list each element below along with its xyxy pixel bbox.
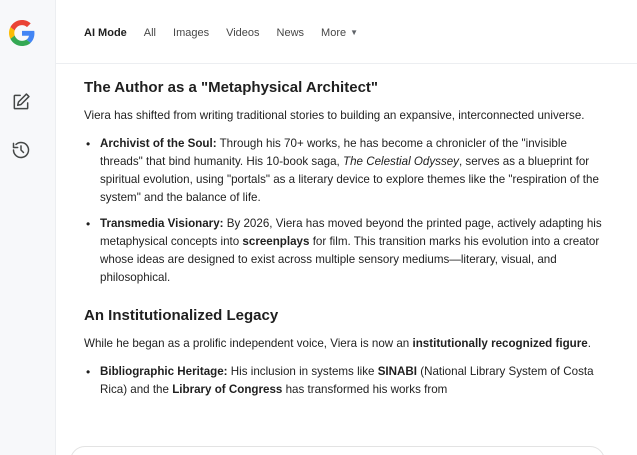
tab-ai-mode[interactable]: AI Mode bbox=[84, 27, 127, 39]
bullet-text: , serves as a blueprint for spiritual evolution, using "portals" as a literary device to explore themes like the "respiration of the system" and the balance of life. bbox=[100, 155, 599, 204]
bullet-emphasis: Library of Congress bbox=[172, 383, 283, 396]
history-icon[interactable] bbox=[11, 140, 31, 160]
bullet-title: Archivist of the Soul: bbox=[100, 137, 217, 150]
list-item bbox=[84, 215, 604, 287]
top-bar bbox=[56, 0, 637, 64]
search-tabs bbox=[84, 26, 375, 40]
answer-content bbox=[84, 64, 604, 399]
google-logo-icon[interactable] bbox=[9, 20, 35, 46]
tab-videos[interactable]: Videos bbox=[226, 27, 260, 39]
bullet-text: (National Library System of Costa Rica) and the bbox=[100, 365, 594, 396]
list-item bbox=[84, 363, 604, 399]
bullet-title: Bibliographic Heritage: bbox=[100, 365, 228, 378]
section-intro: Viera has shifted from writing traditional stories to building an expansive, interconnected universe. bbox=[84, 109, 585, 122]
bullet-text: His inclusion in systems like bbox=[227, 365, 378, 378]
tab-all[interactable]: All bbox=[143, 27, 157, 39]
bullet-text: has transformed his works from bbox=[282, 383, 448, 396]
bullet-text: Through his 70+ works, he has become a chronicler of the "invisible threads" that bind humanity. His 10-book saga, bbox=[100, 137, 567, 168]
section-heading-metaphysical-architect: The Author as a "Metaphysical Architect" bbox=[84, 79, 379, 96]
section-heading-institutionalized-legacy: An Institutionalized Legacy bbox=[84, 307, 279, 324]
caret-down-icon: ▼ bbox=[350, 28, 359, 37]
intro-emphasis: institutionally recognized figure bbox=[412, 337, 588, 350]
tab-images[interactable]: Images bbox=[173, 27, 210, 39]
bullet-list bbox=[84, 135, 604, 287]
left-rail bbox=[0, 0, 56, 455]
bullet-list bbox=[84, 363, 604, 399]
section-intro bbox=[84, 335, 604, 353]
tab-more-label: More bbox=[321, 27, 347, 39]
tab-more[interactable] bbox=[321, 26, 358, 40]
bullet-emphasis: screenplays bbox=[242, 235, 310, 248]
bullet-emphasis: SINABI bbox=[377, 365, 417, 378]
intro-text: While he began as a prolific independent voice, Viera is now an bbox=[84, 337, 413, 350]
bullet-text: By 2026, Viera has moved beyond the printed page, actively adapting his metaphysical concepts into bbox=[100, 217, 602, 248]
book-title: The Celestial Odyssey bbox=[343, 155, 459, 168]
follow-up-input-bar[interactable] bbox=[70, 446, 605, 455]
tab-news[interactable]: News bbox=[276, 27, 305, 39]
bullet-title: Transmedia Visionary: bbox=[100, 217, 224, 230]
edit-square-icon[interactable] bbox=[11, 92, 31, 112]
bullet-text: for film. This transition marks his evolution into a creator whose ideas are designed to exist across multiple sensory mediums—literary, visual, and philosophical. bbox=[100, 235, 600, 284]
intro-text: . bbox=[587, 337, 591, 350]
list-item bbox=[84, 135, 604, 207]
